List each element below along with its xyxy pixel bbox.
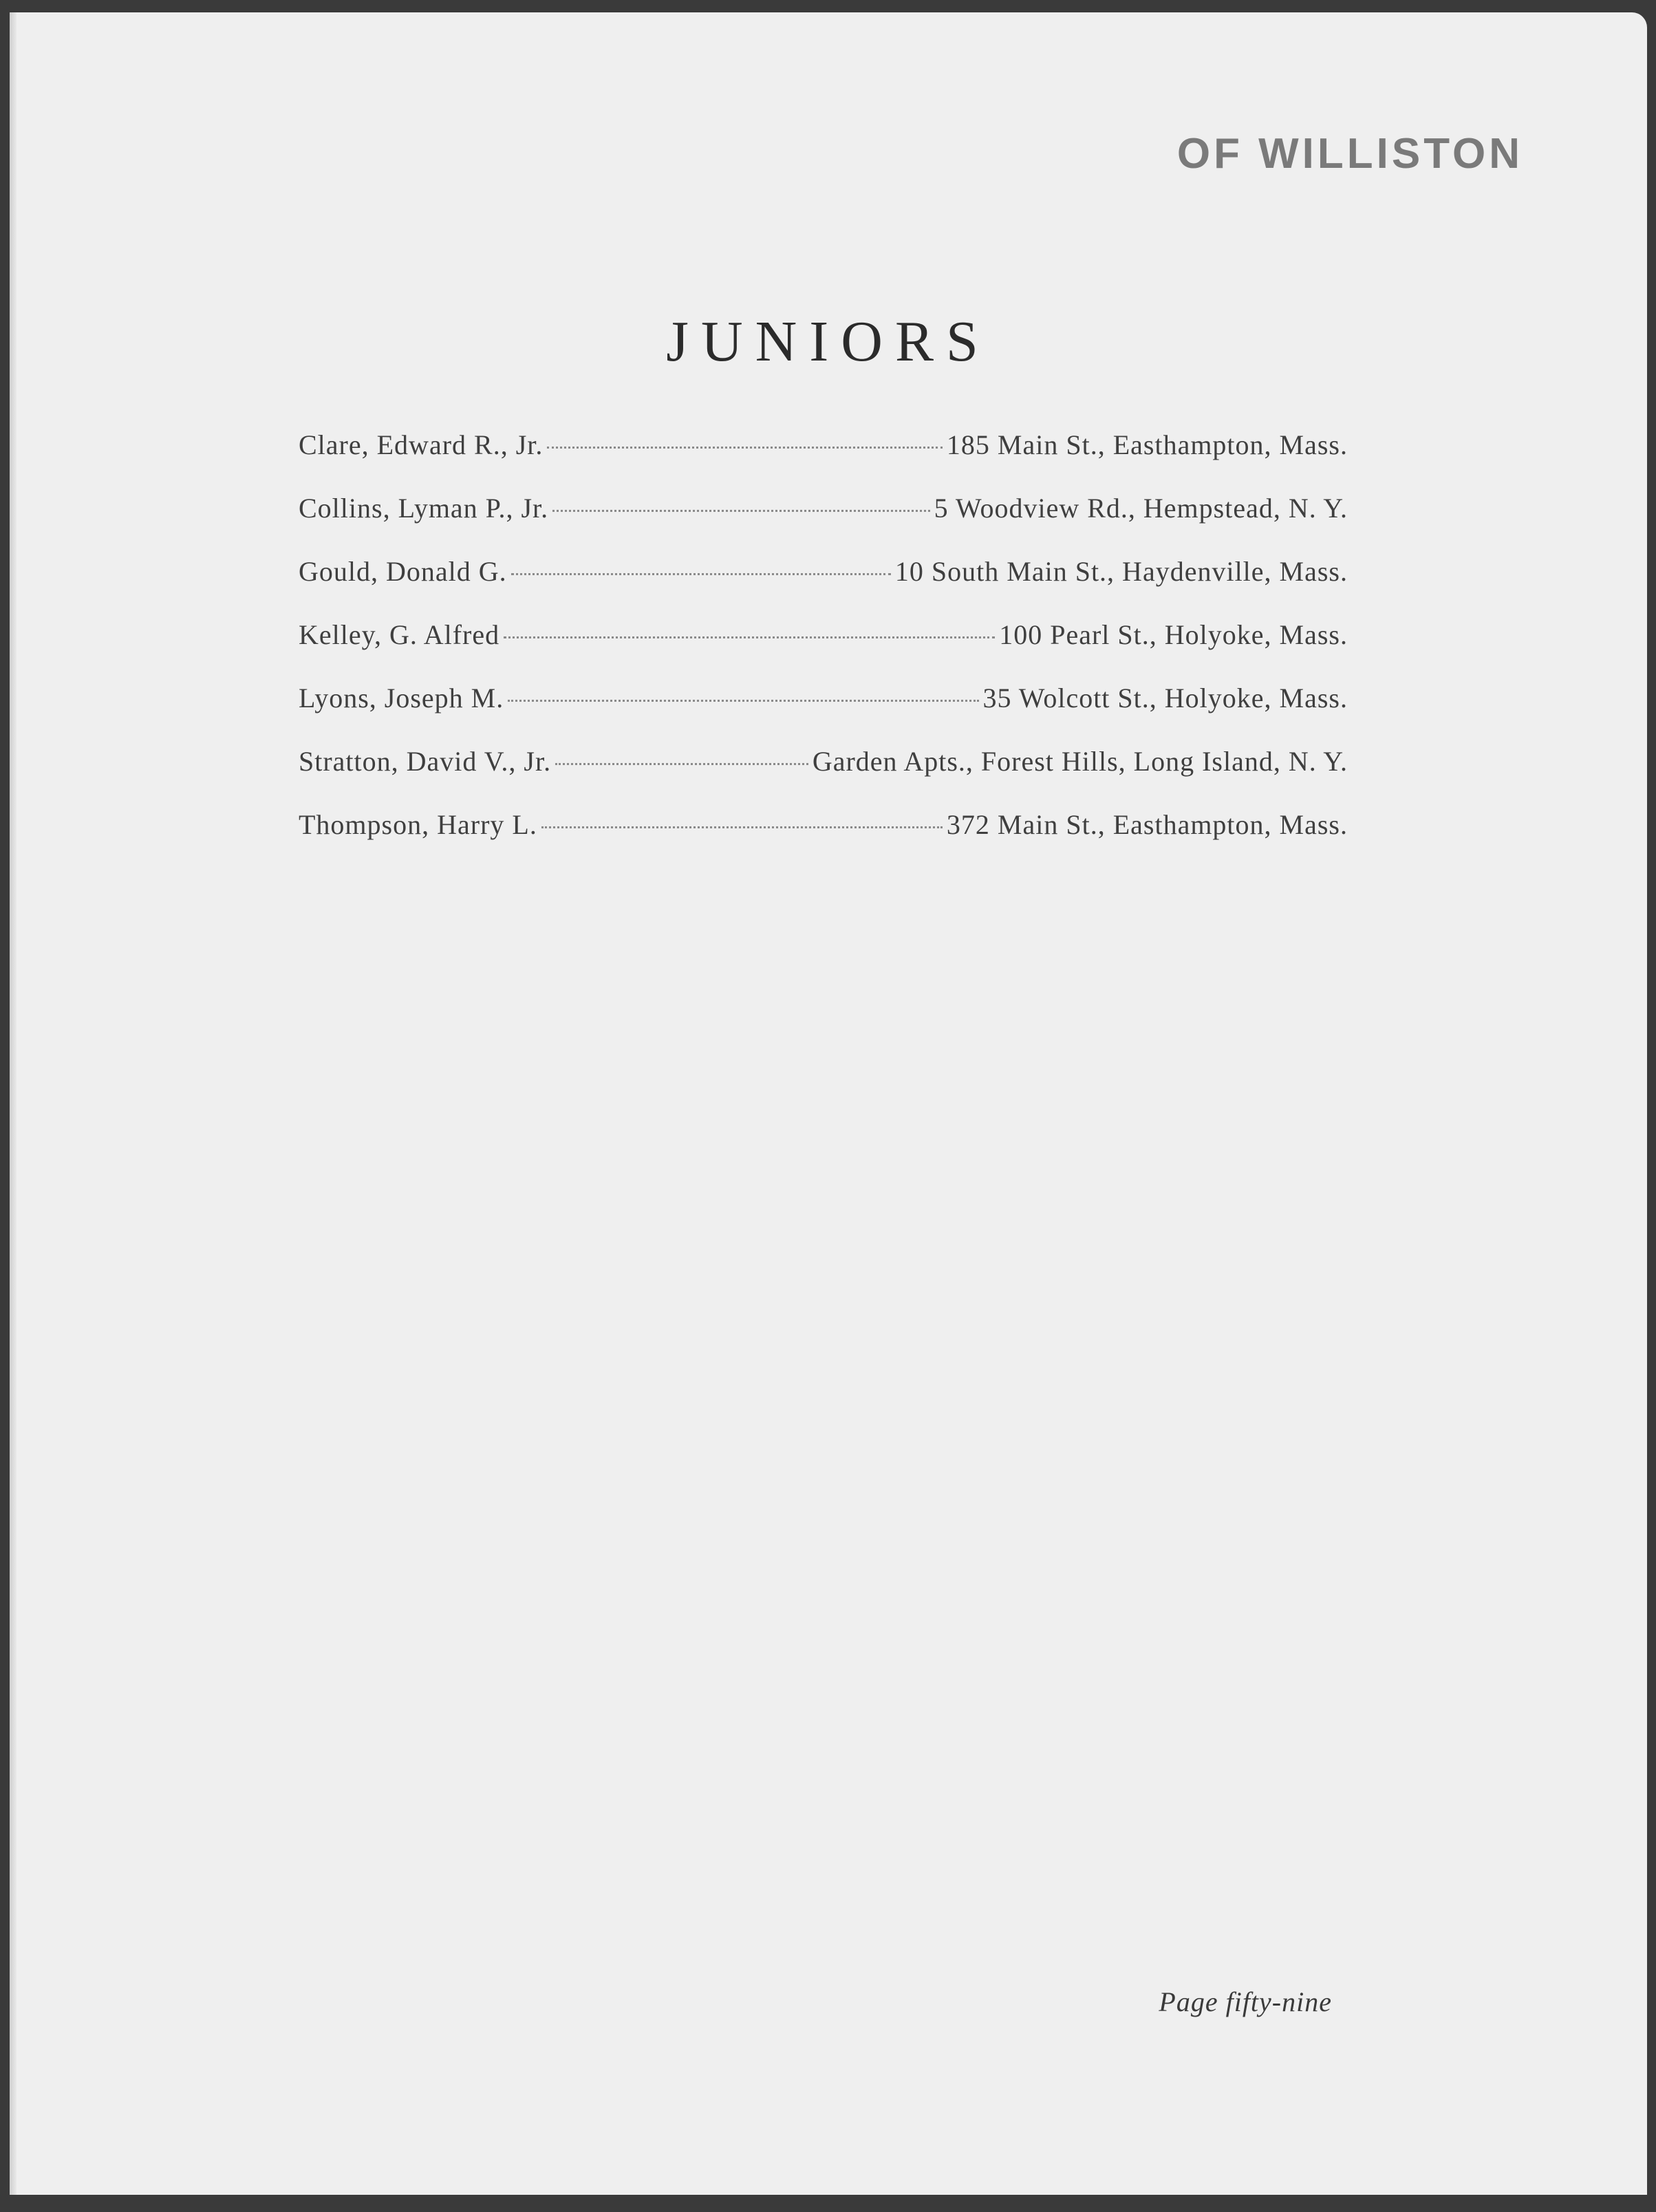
student-address: Garden Apts., Forest Hills, Long Island, N. Y. <box>812 746 1348 777</box>
dot-leader <box>547 447 943 449</box>
roster-row <box>299 745 1348 808</box>
student-name: Gould, Donald G. <box>299 556 507 587</box>
student-address: 372 Main St., Easthampton, Mass. <box>946 809 1348 840</box>
roster-row <box>299 555 1348 619</box>
page-number: Page fifty-nine <box>1159 1986 1332 2017</box>
dot-leader <box>508 700 978 702</box>
dot-leader <box>511 573 891 575</box>
student-name: Collins, Lyman P., Jr. <box>299 493 549 524</box>
student-name: Kelley, G. Alfred <box>299 619 500 650</box>
student-name: Clare, Edward R., Jr. <box>299 429 544 460</box>
student-address: 100 Pearl St., Holyoke, Mass. <box>999 619 1348 650</box>
roster-row <box>299 429 1348 492</box>
student-address: 35 Wolcott St., Holyoke, Mass. <box>982 683 1348 713</box>
student-name: Thompson, Harry L. <box>299 809 537 840</box>
dot-leader <box>555 763 808 765</box>
roster-row <box>299 682 1348 745</box>
document-page <box>10 12 1647 2195</box>
dot-leader <box>504 636 995 638</box>
running-head: OF WILLISTON <box>1176 130 1523 178</box>
roster-row <box>299 492 1348 555</box>
roster-row <box>299 808 1348 872</box>
student-name: Stratton, David V., Jr. <box>299 746 552 777</box>
roster-row <box>299 619 1348 682</box>
student-roster <box>299 429 1348 872</box>
student-name: Lyons, Joseph M. <box>299 683 504 713</box>
section-title: JUNIORS <box>666 310 991 374</box>
student-address: 10 South Main St., Haydenville, Mass. <box>894 556 1348 587</box>
dot-leader <box>552 510 929 512</box>
student-address: 185 Main St., Easthampton, Mass. <box>946 429 1348 460</box>
dot-leader <box>541 826 943 828</box>
student-address: 5 Woodview Rd., Hempstead, N. Y. <box>934 493 1348 524</box>
